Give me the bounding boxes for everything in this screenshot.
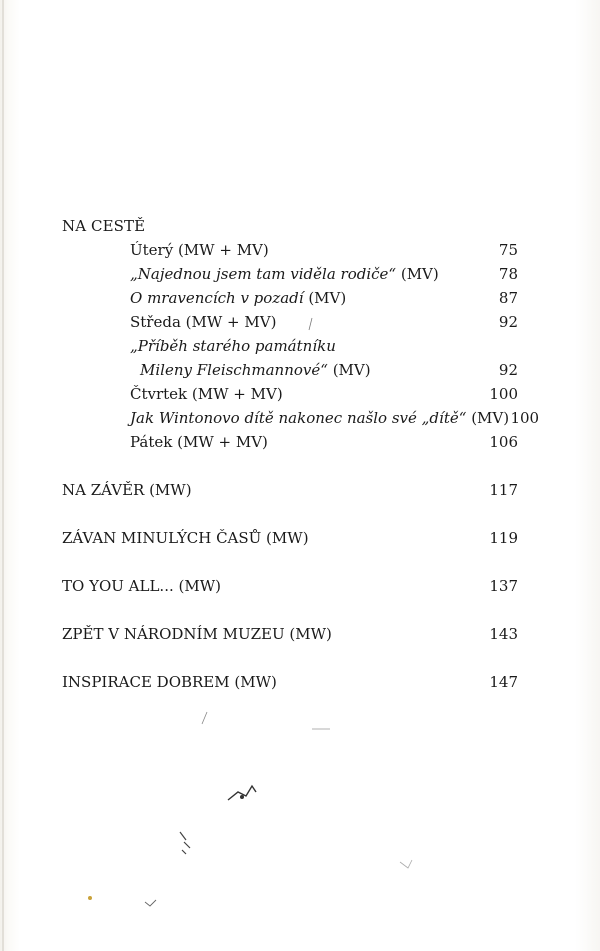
toc-entry-page: 92 xyxy=(498,313,518,331)
toc-entry-label-italic: „Najednou jsem tam viděla rodiče“ xyxy=(130,265,397,283)
speck-mark xyxy=(88,896,92,900)
toc-entry-page: 87 xyxy=(498,289,518,307)
toc-entry-label: ZÁVAN MINULÝCH ČASŮ (MW) xyxy=(62,529,309,547)
toc-entry-label-italic: O mravencích v pozadí xyxy=(130,289,304,307)
toc-entry-page: 106 xyxy=(489,433,518,451)
toc-entry-label-plain: (MV) xyxy=(396,265,439,283)
section-title-na-ceste: NA CESTĚ xyxy=(62,217,146,235)
toc-entry-page: 143 xyxy=(489,625,518,643)
toc-entry-label-plain: (MV) xyxy=(303,289,347,307)
toc-entry-label-italic: Jak Wintonovo dítě nakonec našlo své „dítě“ xyxy=(130,409,467,427)
toc-entry-label-plain: (MV) xyxy=(466,409,510,427)
toc-entry-label: Středa (MW + MV) xyxy=(130,313,277,331)
toc-entry-page: 78 xyxy=(498,265,518,283)
speck-mark xyxy=(145,900,156,906)
toc-entry-page: 100 xyxy=(489,385,518,403)
toc-entry-label-plain: (MV) xyxy=(327,361,371,379)
toc-entry-label: Pátek (MW + MV) xyxy=(130,433,268,451)
toc-entry-page: 92 xyxy=(498,361,518,379)
speck-mark xyxy=(309,318,312,330)
speck-mark xyxy=(202,712,207,724)
toc-entry-label-italic: „Příběh starého památníku xyxy=(130,337,336,355)
toc-entry-label: ZPĚT V NÁRODNÍM MUZEU (MW) xyxy=(62,625,332,643)
toc-entry-label: NA ZÁVĚR (MW) xyxy=(62,481,192,499)
toc-entry-page: 119 xyxy=(489,529,518,547)
toc-entry-page: 117 xyxy=(489,481,518,499)
toc-entry-page: 137 xyxy=(489,577,518,595)
speck-mark xyxy=(180,832,190,854)
toc-entry-label: INSPIRACE DOBREM (MW) xyxy=(62,673,277,691)
toc-entry-label: Úterý (MW + MV) xyxy=(130,241,269,259)
toc-entry-page: 147 xyxy=(489,673,518,691)
toc-entry-label-italic: Mileny Fleischmannové“ xyxy=(140,361,328,379)
speck-mark xyxy=(400,860,412,868)
toc-entry-label: TO YOU ALL... (MW) xyxy=(62,577,221,595)
speck-mark xyxy=(240,795,244,799)
toc-entry-page: 75 xyxy=(498,241,518,259)
toc-entry-label: Čtvrtek (MW + MV) xyxy=(130,385,283,403)
toc-entry-page: 100 xyxy=(510,409,540,427)
